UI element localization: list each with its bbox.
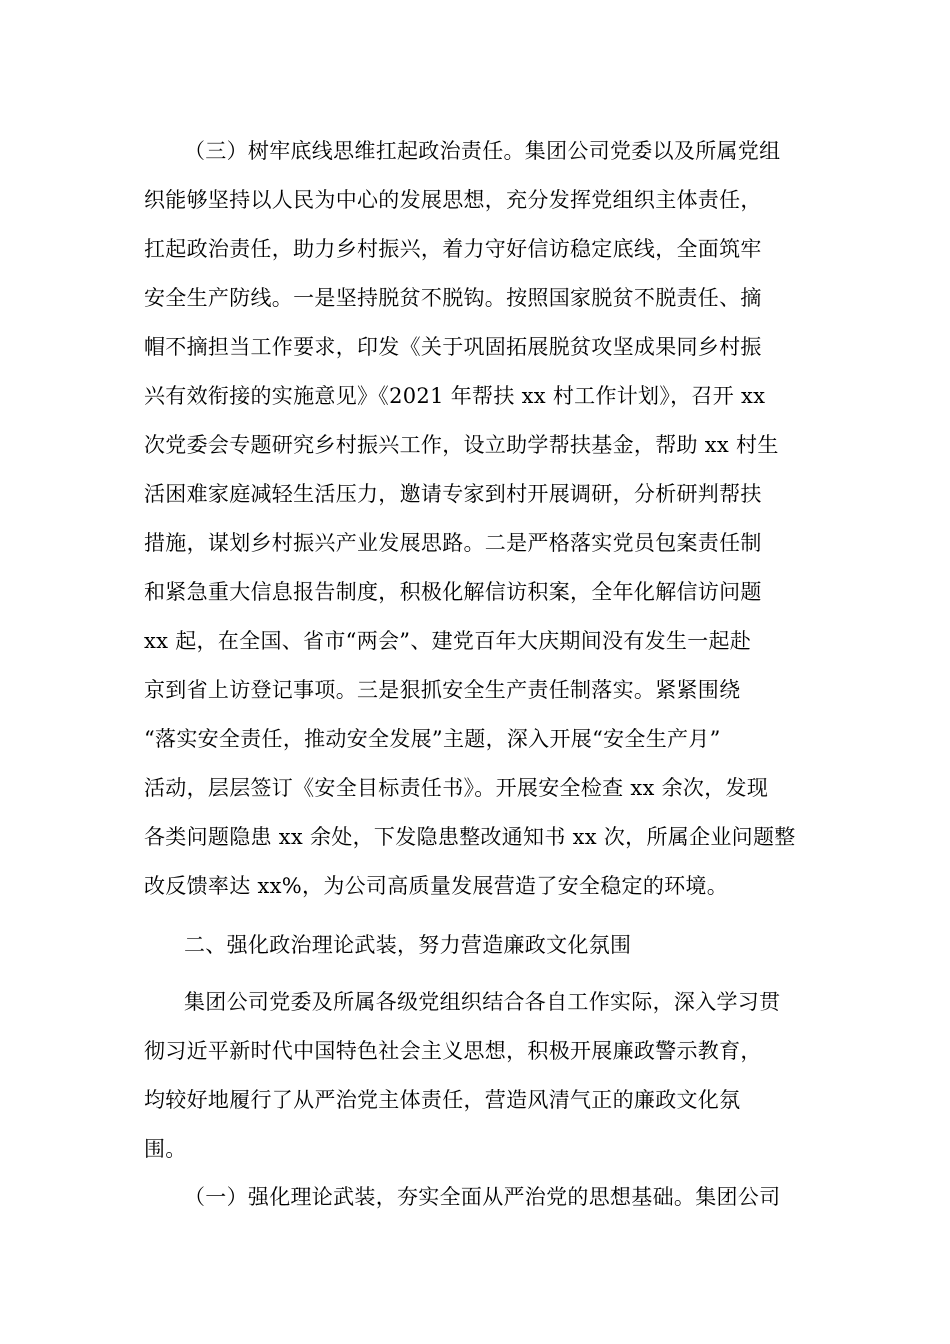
- text-line: 兴有效衔接的实施意见》《2021 年帮扶 xx 村工作计划》，召开 xx: [144, 384, 766, 408]
- text-line: 均较好地履行了从严治党主体责任，营造风清气正的廉政文化氛: [144, 1088, 741, 1112]
- heading-text: 二、强化政治理论武装，努力营造廉政文化氛围: [184, 933, 632, 957]
- text-line: 改反馈率达 xx%，为公司高质量发展营造了安全稳定的环境。: [144, 874, 729, 898]
- text-line: 活困难家庭减轻生活压力，邀请专家到村开展调研，分析研判帮扶: [144, 482, 762, 506]
- text-line: 安全生产防线。一是坚持脱贫不脱钩。按照国家脱贫不脱责任、摘: [144, 286, 762, 310]
- text-line: xx 起，在全国、省市“两会”、建党百年大庆期间没有发生一起赴: [144, 629, 752, 653]
- text-line: 京到省上访登记事项。三是狠抓安全生产责任制落实。紧紧围绕: [144, 678, 741, 702]
- text-line: 集团公司党委及所属各级党组织结合各自工作实际，深入学习贯: [184, 990, 781, 1014]
- text-line: “落实安全责任，推动安全发展”主题，深入开展“安全生产月”: [144, 727, 721, 751]
- text-line: 次党委会专题研究乡村振兴工作，设立助学帮扶基金，帮助 xx 村生: [144, 433, 779, 457]
- text-line: 织能够坚持以人民为中心的发展思想，充分发挥党组织主体责任，: [144, 188, 762, 212]
- text-line: 围。: [144, 1137, 187, 1161]
- text-line: 帽不摘担当工作要求，印发《关于巩固拓展脱贫攻坚成果同乡村振: [144, 335, 762, 359]
- text-line: 扛起政治责任，助力乡村振兴，着力守好信访稳定底线，全面筑牢: [144, 237, 762, 261]
- text-line: 各类问题隐患 xx 余处，下发隐患整改通知书 xx 次，所属企业问题整: [144, 825, 796, 849]
- text-line: 彻习近平新时代中国特色社会主义思想，积极开展廉政警示教育，: [144, 1039, 762, 1063]
- text-line: 活动，层层签订《安全目标责任书》。开展安全检查 xx 余次，发现: [144, 776, 769, 800]
- text-line: （一）强化理论武装，夯实全面从严治党的思想基础。集团公司: [184, 1185, 781, 1209]
- text-line: （三）树牢底线思维扛起政治责任。集团公司党委以及所属党组: [184, 139, 781, 163]
- text-line: 和紧急重大信息报告制度，积极化解信访积案，全年化解信访问题: [144, 580, 762, 604]
- text-line: 措施，谋划乡村振兴产业发展思路。二是严格落实党员包案责任制: [144, 531, 762, 555]
